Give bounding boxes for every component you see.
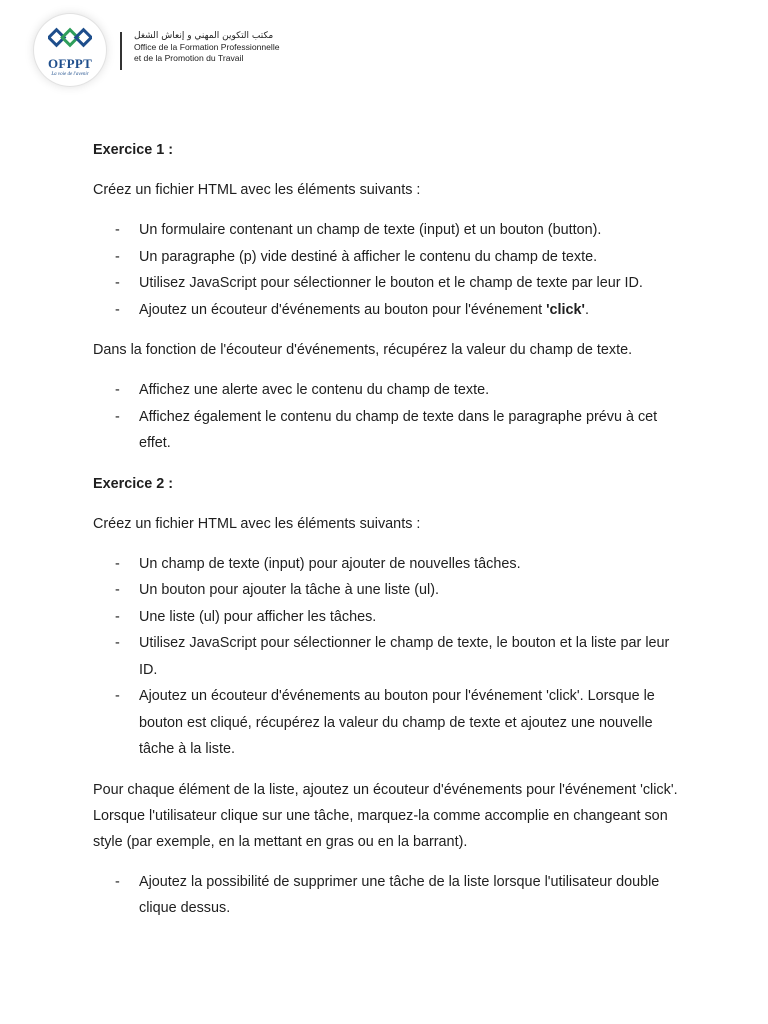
list-item-text: Affichez également le contenu du champ de texte dans le paragraphe prévu à cet effet. <box>139 408 658 451</box>
org-name-line1: Office de la Formation Professionnelle <box>134 42 280 52</box>
list-item <box>93 630 683 683</box>
list-item <box>93 551 683 578</box>
dash-bullet: - <box>115 608 120 625</box>
list-item-text: Utilisez JavaScript pour sélectionner le champ de texte, le bouton et la liste par leur ID. <box>139 635 670 678</box>
list-item-text: Utilisez JavaScript pour sélectionner le bouton et le champ de texte par leur ID. <box>139 275 643 291</box>
list-item-text: Affichez une alerte avec le contenu du champ de texte. <box>139 382 490 398</box>
header-divider <box>120 32 122 70</box>
exercise-2-list-2 <box>93 869 683 922</box>
list-item-text: Un champ de texte (input) pour ajouter de nouvelles tâches. <box>139 555 521 572</box>
exercise-2-list <box>93 551 683 763</box>
list-item <box>93 217 683 244</box>
list-item-text-end: . <box>584 301 589 318</box>
dash-bullet: - <box>115 635 120 651</box>
list-item-text: Ajoutez un écouteur d'événements au bouton pour l'événement 'click'. Lorsque le bouton est cliqué, récupérez la valeur du champ de texte et ajoutez une nouvelle tâche à la liste. <box>139 688 655 757</box>
dash-bullet: - <box>115 222 120 238</box>
exercise-1-intro: Créez un fichier HTML avec les éléments suivants : <box>93 182 421 198</box>
list-item-text: Ajoutez la possibilité de supprimer une tâche de la liste lorsque l'utilisateur double clique dessus. <box>139 873 660 916</box>
dash-bullet: - <box>115 275 120 291</box>
exercise-2-paragraph: Pour chaque élément de la liste, ajoutez un écouteur d'événements pour l'événement 'click'. Lorsque l'utilisateur clique sur une tâche, marquez-la comme accomplie en changeant son style (par exemple, en la mettant en gras ou en la barrant). <box>93 781 678 850</box>
document-body <box>93 137 683 936</box>
exercise-2-intro: Créez un fichier HTML avec les éléments suivants : <box>93 515 421 532</box>
list-item <box>93 377 683 404</box>
exercise-1-list <box>93 217 683 323</box>
dash-bullet: - <box>115 248 120 265</box>
org-name-arabic: مكتب التكوين المهني و إنعاش الشغل <box>134 31 274 41</box>
org-name-line2: et de la Promotion du Travail <box>134 53 244 63</box>
list-item <box>93 604 683 631</box>
click-keyword: 'click' <box>546 301 585 318</box>
list-item <box>93 270 683 297</box>
exercise-1-paragraph: Dans la fonction de l'écouteur d'événements, récupérez la valeur du champ de texte. <box>93 342 633 358</box>
dash-bullet: - <box>115 382 120 398</box>
organization-name <box>134 30 304 64</box>
exercise-1-title: Exercice 1 : <box>93 142 174 158</box>
ofppt-emblem-icon <box>48 26 92 52</box>
list-item <box>93 404 683 457</box>
dash-bullet: - <box>115 873 120 890</box>
list-item <box>93 869 683 922</box>
list-item-text: Un bouton pour ajouter la tâche à une liste (ul). <box>139 582 439 598</box>
dash-bullet: - <box>115 408 120 425</box>
list-item <box>93 577 683 604</box>
list-item <box>93 297 683 324</box>
list-item <box>93 683 683 763</box>
ofppt-logo <box>34 14 106 86</box>
logo-text: OFPPT <box>47 56 93 71</box>
logo-tagline: La voie de l'avenir <box>51 72 89 77</box>
list-item-text: Ajoutez un écouteur d'événements au bouton pour l'événement <box>139 301 547 318</box>
dash-bullet: - <box>115 582 120 598</box>
dash-bullet: - <box>115 555 120 572</box>
exercise-2-title: Exercice 2 : <box>93 475 174 492</box>
list-item-text: Un paragraphe (p) vide destiné à afficher le contenu du champ de texte. <box>139 248 598 265</box>
exercise-1-list-2 <box>93 377 683 457</box>
dash-bullet: - <box>115 301 120 318</box>
list-item-text: Un formulaire contenant un champ de texte (input) et un bouton (button). <box>139 222 602 238</box>
dash-bullet: - <box>115 688 120 704</box>
header <box>30 8 300 92</box>
list-item-text: Une liste (ul) pour afficher les tâches. <box>139 608 377 625</box>
list-item <box>93 244 683 271</box>
